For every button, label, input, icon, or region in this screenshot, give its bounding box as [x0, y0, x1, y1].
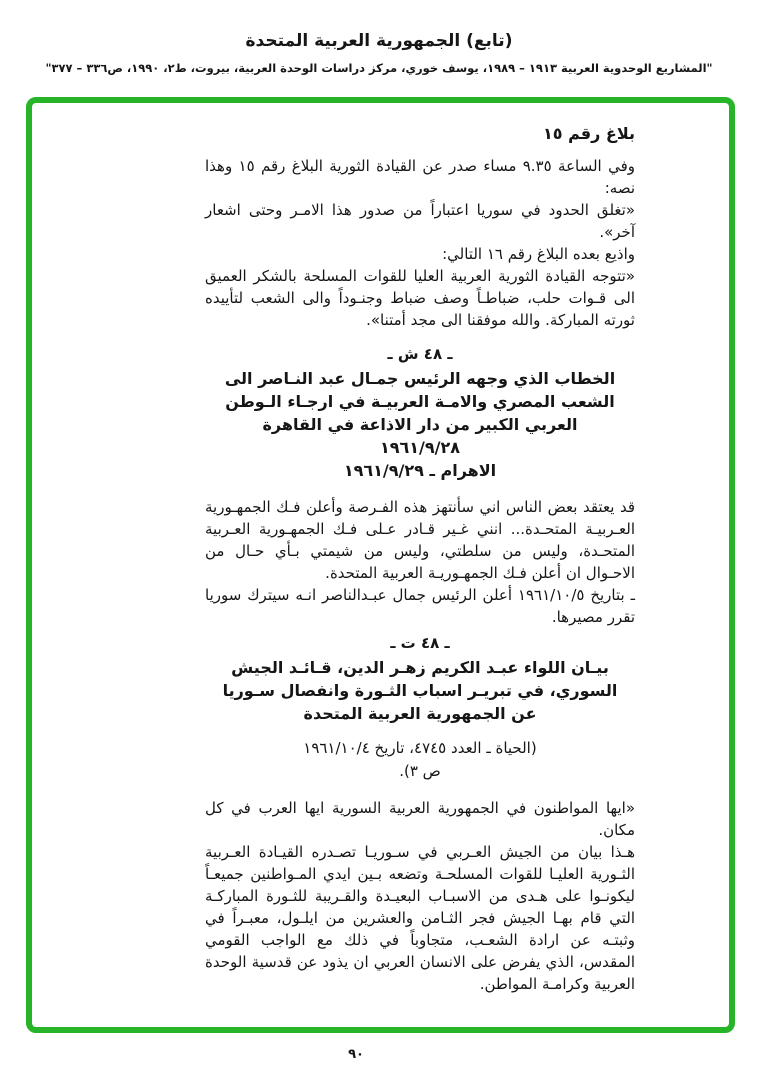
page-number: ٩٠	[348, 1047, 364, 1062]
communique-title: بلاغ رقم ١٥	[543, 124, 635, 143]
paragraph-quote: «تتوجه القيادة الثورية العربية العليا للقوات المسلحة بالشكر العميق الى قـوات حلب، ضباطـاً وصف ضباط وجنـوداً والى الشعب لتأييده ثورته المباركة. والله موفقنا الى مجد أمتنا».	[205, 267, 635, 329]
highlight-frame	[26, 97, 735, 1033]
section-marker-48sh: ـ ٤٨ ش ـ	[387, 345, 453, 363]
paragraph: هـذا بيان من الجيش العـربي في سـوريـا تصـدره القيـادة العـربية الثـورية العليـا للقوات المسلحـة وتضعه بـين ايدي المـواطنين جميعـاً ليكونـوا على هـدى من الاسبـاب البعيـدة والقـريبة للثـورة المباركـة التي قام بهـا الجيش فجر الثـامن والعشرين من ايلـول، معبـراً في وثبتـه عن ارادة الشعـب، متجاوباً في ذلك مع الواجب القومي المقدس، الذي يفرض على الانسان العربي ان يذود عن قدسية الوحدة العربية وكرامـة المواطن.	[205, 843, 635, 993]
section-marker-48t: ـ ٤٨ ت ـ	[390, 634, 450, 652]
paragraph-quote: «تغلق الحدود في سوريا اعتباراً من صدور هذا الامـر وحتى اشعار آخر».	[205, 201, 635, 241]
paragraph-quote: «ايها المواطنون في الجمهورية العربية السورية ايها العرب في كل مكان.	[205, 799, 635, 839]
section-heading-statement: بيـان اللواء عبـد الكريم زهـر الدين، قـائـد الجيش السوري، في تبريـر اسباب الثـورة وانفصال سـوريا عن الجمهورية العربية المتحدة	[222, 658, 618, 723]
paragraph: ـ بتاريخ ١٩٦١/١٠/٥ أعلن الرئيس جمال عبـدالناصر انـه سيترك سوريا تقرر مصيرها.	[205, 586, 635, 626]
reference-block	[205, 737, 635, 783]
paragraph: وفي الساعة ٩.٣٥ مساء صدر عن القيادة الثورية البلاغ رقم ١٥ وهذا نصه:	[205, 157, 635, 197]
paragraph: واذيع بعده البلاغ رقم ١٦ التالي:	[442, 245, 635, 263]
section-heading-speech: الخطاب الذي وجهه الرئيس جمـال عبد النـاصر الى الشعب المصري والامـة العربيـة في ارجـاء الـوطن العربي الكبير من دار الاذاعة في القاهرة	[224, 369, 616, 434]
date-line: ١٩٦١/٩/٢٨	[379, 438, 461, 457]
reference-line-1: (الحياة ـ العدد ٤٧٤٥، تاريخ ١٩٦١/١٠/٤	[303, 739, 537, 757]
document-body	[205, 123, 635, 995]
source-line: الاهرام ـ ١٩٦١/٩/٢٩	[343, 461, 497, 480]
page-header-title: (تابع) الجمهورية العربية المتحدة	[245, 31, 513, 51]
paragraph: قد يعتقد بعض الناس اني سأنتهز هذه الفـرصة وأعلن فـك الجمهـورية العـربيـة المتحـدة... انني غـير قـادر عـلى فـك الجمهـورية العـربية المتحـدة، وليس من سلطتي، وليس من شيمتي بـأي حـال من الاحـوال ان أعلن فـك الجمهـوريـة العربية المتحدة.	[205, 498, 635, 582]
reference-line-2: ص ٣).	[399, 762, 441, 780]
citation-line: "المشاريع الوحدوية العربية ١٩١٣ – ١٩٨٩، يوسف خوري، مركز دراسات الوحدة العربية، بيروت، ط٢، ١٩٩٠، ص٣٣٦ – ٣٧٧"	[45, 61, 713, 75]
